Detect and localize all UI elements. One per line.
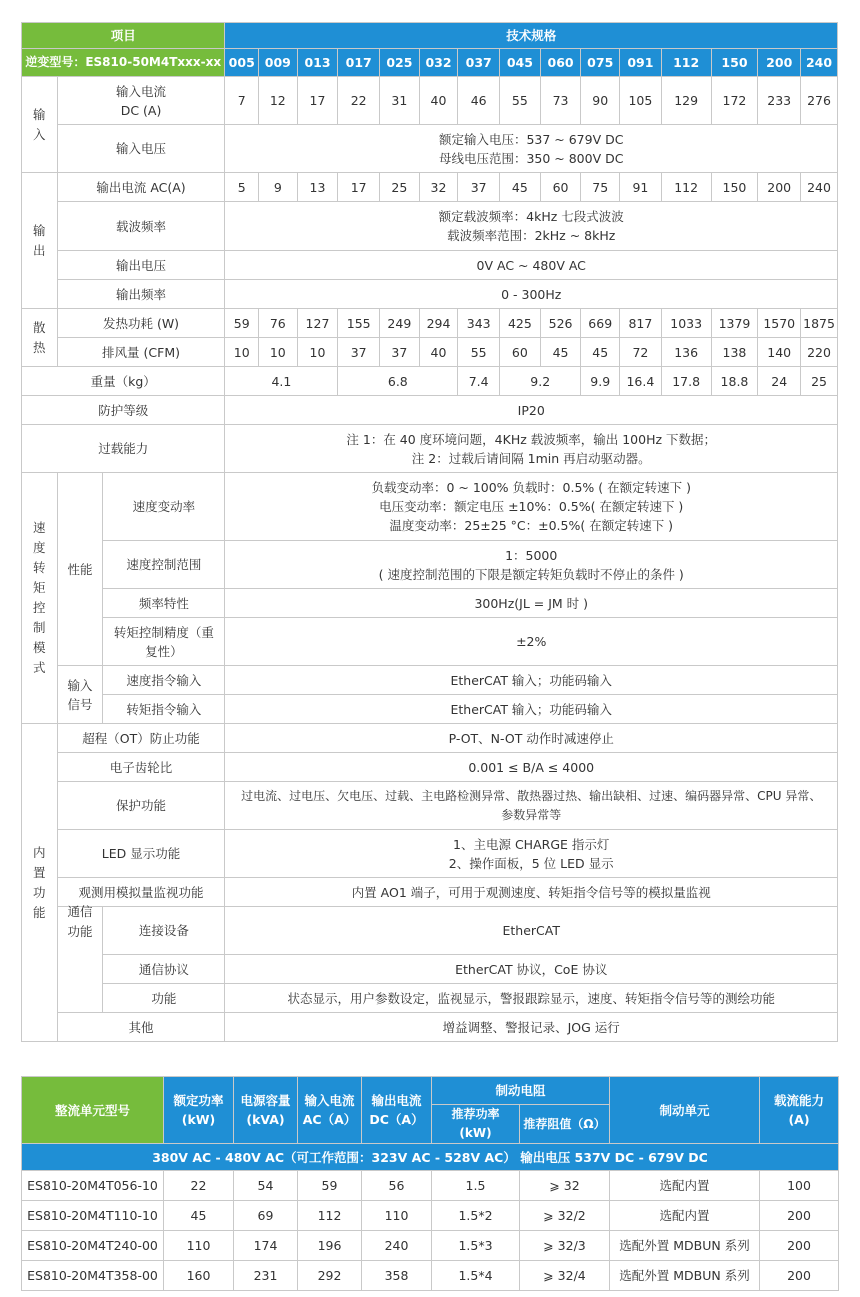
led-row (22, 830, 838, 878)
model-cell: 150 (711, 49, 758, 77)
model-label: 逆变型号：ES810-50M4Txxx-xx (22, 49, 225, 77)
value-cell: 6.8 (338, 367, 458, 396)
model-cell: 005 (225, 49, 259, 77)
ot-row (22, 724, 838, 753)
table-row (22, 1171, 839, 1201)
spec-table (21, 22, 838, 1042)
cell: 选配外置 MDBUN 系列 (610, 1231, 760, 1261)
table-row (22, 1261, 839, 1291)
row-label: 防护等级 (22, 396, 225, 425)
value-cell: 55 (500, 77, 541, 125)
row-label: 其他 (57, 1013, 225, 1042)
value-cell: 60 (540, 173, 581, 202)
cell: 196 (298, 1231, 362, 1261)
model-cell: 037 (458, 49, 500, 77)
value-cell: 18.8 (711, 367, 758, 396)
cell: ⩾ 32/3 (520, 1231, 610, 1261)
value-cell: 105 (620, 77, 662, 125)
value-cell: 4.1 (225, 367, 338, 396)
protection-row (22, 396, 838, 425)
weight-row (22, 367, 838, 396)
value-cell: 22 (338, 77, 380, 125)
value-cell: 172 (711, 77, 758, 125)
value-cell: 17 (338, 173, 380, 202)
header-in-current: 输入电流 AC（A） (298, 1077, 362, 1144)
cell: 200 (760, 1201, 839, 1231)
gear-row (22, 753, 838, 782)
value-cell: 240 (801, 173, 838, 202)
model-cell: 091 (620, 49, 662, 77)
value-cell: 45 (581, 338, 620, 367)
row-label: 发热功耗 (W) (57, 309, 225, 338)
table-row (22, 1201, 839, 1231)
value-cell: 0.001 ≤ B/A ≤ 4000 (225, 753, 838, 782)
value-cell: 24 (758, 367, 801, 396)
model-cell: 025 (380, 49, 420, 77)
value-cell: EtherCAT 输入；功能码输入 (225, 695, 838, 724)
value-cell: 40 (419, 338, 458, 367)
value-cell: 45 (500, 173, 541, 202)
value-cell: 90 (581, 77, 620, 125)
output-voltage-row (22, 251, 838, 280)
value-cell: 138 (711, 338, 758, 367)
voltage-band: 380V AC - 480V AC（可工作范围：323V AC - 528V AC） 输出电压 537V DC - 679V DC (22, 1144, 839, 1171)
value-cell: 9.2 (500, 367, 581, 396)
value-cell: 76 (259, 309, 298, 338)
row-label: 通信协议 (103, 955, 225, 984)
value-cell: 9 (259, 173, 298, 202)
value-cell: 46 (458, 77, 500, 125)
row-label: 超程（OT）防止功能 (57, 724, 225, 753)
header-brake-ohm: 推荐阻值（Ω） (520, 1105, 610, 1144)
row-label: LED 显示功能 (57, 830, 225, 878)
value-cell: 1、主电源 CHARGE 指示灯 2、操作面板，5 位 LED 显示 (225, 830, 838, 878)
value-cell: 425 (500, 309, 541, 338)
group-heat: 散 热 (22, 309, 58, 367)
row-label: 电子齿轮比 (57, 753, 225, 782)
value-cell: 31 (380, 77, 420, 125)
value-cell: 10 (225, 338, 259, 367)
value-cell: 112 (661, 173, 711, 202)
value-cell: 59 (225, 309, 259, 338)
model-cell: 112 (661, 49, 711, 77)
value-cell: 669 (581, 309, 620, 338)
value-cell: 817 (620, 309, 662, 338)
cell: 100 (760, 1171, 839, 1201)
group-input: 输 入 (22, 77, 58, 173)
value-cell: 9.9 (581, 367, 620, 396)
value-cell: EtherCAT 输入；功能码输入 (225, 666, 838, 695)
analog-row (22, 878, 838, 907)
value-cell: EtherCAT 协议，CoE 协议 (225, 955, 838, 984)
group-output: 输 出 (22, 173, 58, 309)
header-capacity-current: 载流能力 (A) (760, 1077, 839, 1144)
value-cell: 32 (419, 173, 458, 202)
model-cell: 075 (581, 49, 620, 77)
airflow-row (22, 338, 838, 367)
value-cell: 200 (758, 173, 801, 202)
value-cell: 额定载波频率：4kHz 七段式波波 载波频率范围：2kHz ~ 8kHz (225, 202, 838, 251)
value-cell: 233 (758, 77, 801, 125)
header-brake-power: 推荐功率 (kW) (432, 1105, 520, 1144)
value-cell: 16.4 (620, 367, 662, 396)
value-cell: 25 (380, 173, 420, 202)
output-current-row (22, 173, 838, 202)
cell: 1.5 (432, 1171, 520, 1201)
value-cell: 249 (380, 309, 420, 338)
cell: 1.5*3 (432, 1231, 520, 1261)
value-cell: 343 (458, 309, 500, 338)
value-cell: 40 (419, 77, 458, 125)
value-cell: 1：5000 ( 速度控制范围的下限是额定转矩负载时不停止的条件 ) (225, 541, 838, 589)
model-cell: 032 (419, 49, 458, 77)
row-label: 功能 (103, 984, 225, 1013)
value-cell: 294 (419, 309, 458, 338)
torque-cmd-row (22, 695, 838, 724)
value-cell: 37 (380, 338, 420, 367)
cell: ES810-20M4T110-10 (22, 1201, 164, 1231)
input-voltage-row (22, 125, 838, 173)
carrier-row (22, 202, 838, 251)
model-cell: 045 (500, 49, 541, 77)
value-cell: IP20 (225, 396, 838, 425)
table-row (22, 1231, 839, 1261)
row-label: 频率特性 (103, 589, 225, 618)
value-cell: 75 (581, 173, 620, 202)
row-label: 排风量 (CFM) (57, 338, 225, 367)
value-cell: 129 (661, 77, 711, 125)
speed-cmd-row (22, 666, 838, 695)
cell: 69 (234, 1201, 298, 1231)
cell: 54 (234, 1171, 298, 1201)
cell: 174 (234, 1231, 298, 1261)
output-freq-row (22, 280, 838, 309)
value-cell: 140 (758, 338, 801, 367)
row-label: 输出电流 AC(A) (57, 173, 225, 202)
group-comm: 通信功能 (57, 907, 103, 1013)
model-cell: 009 (259, 49, 298, 77)
value-cell: 1570 (758, 309, 801, 338)
header-out-current: 输出电流 DC（A） (362, 1077, 432, 1144)
value-cell: 状态显示，用户参数设定，监视显示，警报跟踪显示，速度、转矩指令信号等的测绘功能 (225, 984, 838, 1013)
cell: ES810-20M4T240-00 (22, 1231, 164, 1261)
cell: ⩾ 32 (520, 1171, 610, 1201)
func-row (22, 984, 838, 1013)
value-cell: 7 (225, 77, 259, 125)
cell: 112 (298, 1201, 362, 1231)
rectifier-table (21, 1076, 839, 1291)
model-cell: 200 (758, 49, 801, 77)
cell: 1.5*2 (432, 1201, 520, 1231)
group-builtin: 内 置 功 能 (22, 724, 58, 1042)
row-label: 载波频率 (57, 202, 225, 251)
value-cell: 7.4 (458, 367, 500, 396)
model-row (22, 49, 838, 77)
value-cell: 37 (458, 173, 500, 202)
value-cell: 17.8 (661, 367, 711, 396)
cell: 59 (298, 1171, 362, 1201)
value-cell: 1379 (711, 309, 758, 338)
cell: ES810-20M4T056-10 (22, 1171, 164, 1201)
heat-loss-row (22, 309, 838, 338)
value-cell: 注 1：在 40 度环境问题，4KHz 载波频率，输出 100Hz 下数据； 注 2：过载后请间隔 1min 再启动驱动器。 (225, 425, 838, 473)
freq-char-row (22, 589, 838, 618)
row-label: 重量（kg） (22, 367, 225, 396)
protocol-row (22, 955, 838, 984)
conn-row (22, 907, 838, 955)
value-cell: 25 (801, 367, 838, 396)
group-speed: 速 度 转 矩 控 制 模 式 (22, 473, 58, 724)
value-cell: 负载变动率：0 ~ 100% 负载时：0.5% ( 在额定转速下 ) 电压变动率：额定电压 ±10%：0.5%( 在额定转速下 ) 温度变动率：25±25 °C：±0.5%( 在额定转速下 ) (225, 473, 838, 541)
cell: 231 (234, 1261, 298, 1291)
header-spec: 技术规格 (225, 23, 838, 49)
cell: 1.5*4 (432, 1261, 520, 1291)
cell: 45 (164, 1201, 234, 1231)
value-cell: ±2% (225, 618, 838, 666)
value-cell: 12 (259, 77, 298, 125)
header-brake-res: 制动电阻 (432, 1077, 610, 1105)
row-label: 输出频率 (57, 280, 225, 309)
cell: 292 (298, 1261, 362, 1291)
value-cell: 增益调整、警报记录、JOG 运行 (225, 1013, 838, 1042)
input-current-row (22, 77, 838, 125)
row-label: 转矩指令输入 (103, 695, 225, 724)
row-label: 速度变动率 (103, 473, 225, 541)
model-cell: 240 (801, 49, 838, 77)
row-label: 观测用模拟量监视功能 (57, 878, 225, 907)
value-cell: 内置 AO1 端子，可用于观测速度、转矩指令信号等的模拟量监视 (225, 878, 838, 907)
torque-acc-row (22, 618, 838, 666)
cell: 200 (760, 1261, 839, 1291)
speed-var-row (22, 473, 838, 541)
cell: ⩾ 32/4 (520, 1261, 610, 1291)
value-cell: 91 (620, 173, 662, 202)
value-cell: 17 (297, 77, 338, 125)
cell: 240 (362, 1231, 432, 1261)
overload-row (22, 425, 838, 473)
value-cell: 73 (540, 77, 581, 125)
value-cell: 10 (259, 338, 298, 367)
value-cell: 150 (711, 173, 758, 202)
value-cell: 72 (620, 338, 662, 367)
row-label: 速度指令输入 (103, 666, 225, 695)
cell: 选配外置 MDBUN 系列 (610, 1261, 760, 1291)
value-cell: 55 (458, 338, 500, 367)
value-cell: 1033 (661, 309, 711, 338)
cell: 22 (164, 1171, 234, 1201)
value-cell: 5 (225, 173, 259, 202)
header-brake-unit: 制动单元 (610, 1077, 760, 1144)
value-cell: 127 (297, 309, 338, 338)
row-label: 速度控制范围 (103, 541, 225, 589)
row-label: 输出电压 (57, 251, 225, 280)
model-cell: 017 (338, 49, 380, 77)
other-row (22, 1013, 838, 1042)
value-cell: EtherCAT (225, 907, 838, 955)
row-label: 转矩控制精度（重 复性） (103, 618, 225, 666)
row-label: 输入电压 (57, 125, 225, 173)
cell: 160 (164, 1261, 234, 1291)
cell: 56 (362, 1171, 432, 1201)
value-cell: 10 (297, 338, 338, 367)
group-input-signal: 输入信号 (57, 666, 103, 724)
cell: 110 (362, 1201, 432, 1231)
row-label: 连接设备 (103, 907, 225, 955)
cell: 110 (164, 1231, 234, 1261)
row-label: 输入电流 DC (A) (57, 77, 225, 125)
value-cell: 60 (500, 338, 541, 367)
value-cell: 额定输入电压：537 ~ 679V DC 母线电压范围：350 ~ 800V DC (225, 125, 838, 173)
value-cell: 300Hz(JL = JM 时 ) (225, 589, 838, 618)
cell: 200 (760, 1231, 839, 1261)
model-cell: 060 (540, 49, 581, 77)
model-cell: 013 (297, 49, 338, 77)
value-cell: 276 (801, 77, 838, 125)
protect-func-row (22, 782, 838, 830)
group-perf: 性能 (57, 473, 103, 666)
value-cell: P-OT、N-OT 动作时减速停止 (225, 724, 838, 753)
cell: ⩾ 32/2 (520, 1201, 610, 1231)
value-cell: 220 (801, 338, 838, 367)
value-cell: 136 (661, 338, 711, 367)
value-cell: 0 - 300Hz (225, 280, 838, 309)
value-cell: 37 (338, 338, 380, 367)
cell: 选配内置 (610, 1171, 760, 1201)
cell: 358 (362, 1261, 432, 1291)
header-model: 整流单元型号 (22, 1077, 164, 1144)
value-cell: 45 (540, 338, 581, 367)
value-cell: 13 (297, 173, 338, 202)
header-capacity: 电源容量 (kVA) (234, 1077, 298, 1144)
speed-range-row (22, 541, 838, 589)
header-power: 额定功率 (kW) (164, 1077, 234, 1144)
value-cell: 526 (540, 309, 581, 338)
row-label: 过载能力 (22, 425, 225, 473)
header-item: 项目 (22, 23, 225, 49)
value-cell: 1875 (801, 309, 838, 338)
cell: 选配内置 (610, 1201, 760, 1231)
cell: ES810-20M4T358-00 (22, 1261, 164, 1291)
value-cell: 过电流、过电压、欠电压、过载、主电路检测异常、散热器过热、输出缺相、过速、编码器异常、CPU 异常、 参数异常等 (225, 782, 838, 830)
row-label: 保护功能 (57, 782, 225, 830)
value-cell: 155 (338, 309, 380, 338)
value-cell: 0V AC ~ 480V AC (225, 251, 838, 280)
